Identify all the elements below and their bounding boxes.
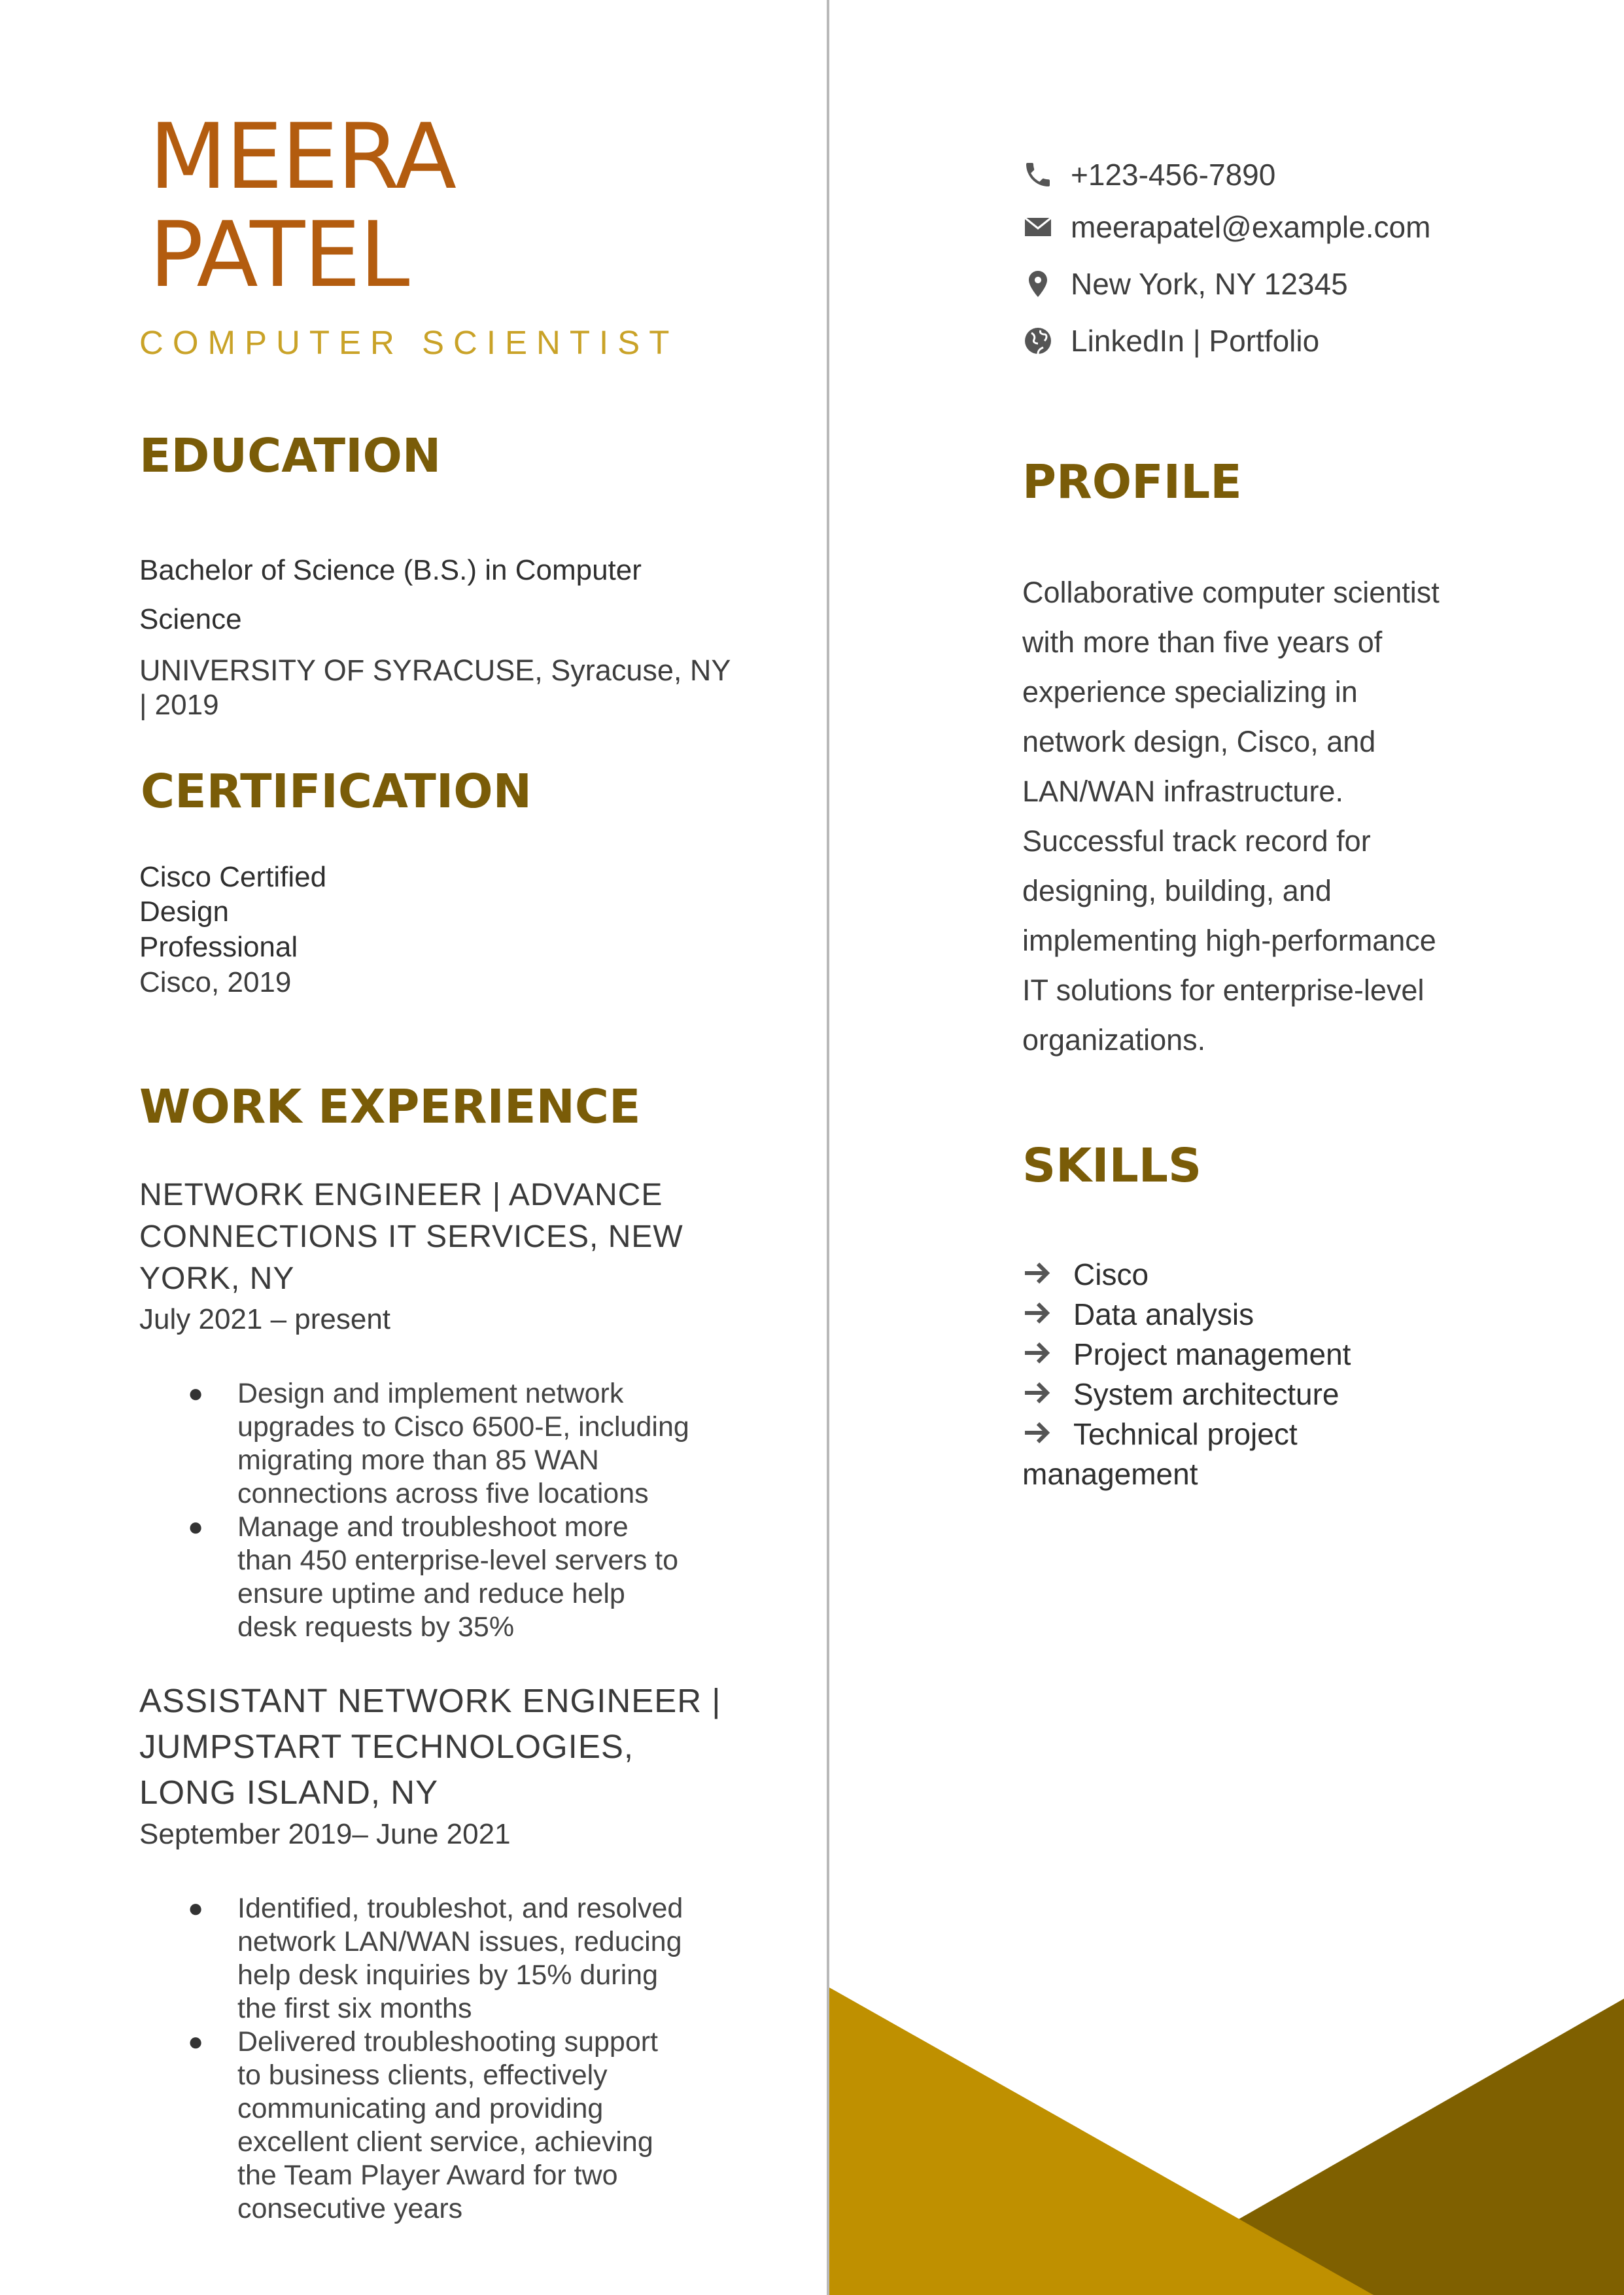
bullet-line: Design and implement network — [237, 1378, 624, 1409]
arrow-right-icon — [1022, 1340, 1054, 1366]
profile-summary — [1022, 568, 1532, 1065]
profile-heading: PROFILE — [1022, 455, 1242, 509]
gold-overlap — [829, 1988, 1373, 2295]
links-text[interactable]: LinkedIn | Portfolio — [1071, 324, 1320, 358]
last-name: PATEL — [149, 202, 409, 307]
bullet-line: ensure uptime and reduce help — [237, 1578, 625, 1609]
job-title-line: YORK, NY — [139, 1261, 295, 1296]
job-title-line: NETWORK ENGINEER | ADVANCE — [139, 1178, 663, 1212]
work-experience-heading: WORK EXPERIENCE — [139, 1079, 641, 1134]
bullet-line: connections across five locations — [237, 1478, 649, 1509]
contact-phone — [1022, 157, 1275, 192]
school-line: UNIVERSITY OF SYRACUSE, Syracuse, NY — [139, 654, 731, 687]
job-title-block — [139, 1678, 721, 1815]
job-bullets — [188, 1377, 689, 1644]
bullet-item — [188, 1377, 689, 1511]
bullet-line: communicating and providing — [237, 2093, 604, 2124]
arrow-right-icon — [1022, 1420, 1054, 1446]
job-title-block — [139, 1174, 683, 1300]
dark-gold-triangle — [1230, 1999, 1624, 2295]
skills-list — [1022, 1255, 1480, 1494]
mail-icon — [1022, 211, 1054, 243]
profile-line: with more than five years of — [1022, 625, 1383, 659]
job-bullets — [188, 1892, 683, 2226]
skill-item — [1022, 1295, 1480, 1335]
job-title-line: JUMPSTART TECHNOLOGIES, — [139, 1728, 634, 1765]
profile-line: experience specializing in — [1022, 675, 1358, 709]
skill-text: Data analysis — [1073, 1297, 1254, 1331]
job-dates: July 2021 – present — [139, 1303, 391, 1335]
cert-name-line: Design — [139, 896, 229, 928]
skill-item — [1022, 1414, 1389, 1494]
bullet-line: the first six months — [237, 1993, 472, 2024]
bullet-dot-icon: ● — [188, 2027, 204, 2056]
bullet-line: to business clients, effectively — [237, 2059, 608, 2091]
bullet-item — [188, 1892, 683, 2025]
profile-line: network design, Cisco, and — [1022, 725, 1376, 758]
profile-line: organizations. — [1022, 1023, 1206, 1057]
skills-heading: SKILLS — [1022, 1138, 1202, 1193]
bullet-line: than 450 enterprise-level servers to — [237, 1545, 679, 1576]
phone-icon — [1022, 159, 1054, 190]
profile-line: designing, building, and — [1022, 874, 1332, 907]
bullet-line: consecutive years — [237, 2193, 463, 2224]
bullet-line: Manage and troubleshoot more — [237, 1511, 629, 1543]
profile-line: IT solutions for enterprise-level — [1022, 973, 1425, 1007]
job-title-line: ASSISTANT NETWORK ENGINEER | — [139, 1682, 721, 1719]
gold-triangle — [829, 1988, 1373, 2295]
candidate-name — [149, 104, 456, 307]
skill-text: Technical project management — [1022, 1417, 1298, 1491]
profile-line: LAN/WAN infrastructure. — [1022, 775, 1343, 808]
arrow-right-icon — [1022, 1260, 1054, 1286]
bullet-line: migrating more than 85 WAN — [237, 1445, 599, 1476]
contact-links — [1022, 323, 1319, 359]
cert-name-line: Professional — [139, 931, 298, 963]
bullet-dot-icon: ● — [188, 1894, 204, 1923]
bullet-line: Identified, troubleshot, and resolved — [237, 1893, 683, 1924]
bullet-line: upgrades to Cisco 6500-E, including — [237, 1411, 689, 1443]
email-text[interactable]: meerapatel@example.com — [1071, 210, 1431, 244]
skill-text: Project management — [1073, 1337, 1351, 1371]
bullet-line: network LAN/WAN issues, reducing — [237, 1926, 682, 1957]
skill-item — [1022, 1375, 1480, 1414]
column-divider — [827, 0, 829, 2295]
degree-line: Bachelor of Science (B.S.) in Computer — [139, 554, 642, 586]
bullet-line: help desk inquiries by 15% during — [237, 1959, 659, 1991]
profile-line: implementing high-performance — [1022, 924, 1436, 957]
bullet-dot-icon: ● — [188, 1379, 204, 1408]
bullet-line: Delivered troubleshooting support — [237, 2026, 659, 2058]
globe-icon — [1022, 325, 1054, 357]
job-title-line: CONNECTIONS IT SERVICES, NEW — [139, 1219, 683, 1254]
profile-line: Successful track record for — [1022, 824, 1371, 858]
contact-email — [1022, 209, 1430, 245]
certification-heading: CERTIFICATION — [141, 764, 532, 818]
first-name: MEERA — [149, 104, 456, 209]
skill-item — [1022, 1335, 1480, 1375]
cert-name-line: Cisco Certified — [139, 861, 327, 893]
skill-text: System architecture — [1073, 1377, 1339, 1411]
contact-location — [1022, 266, 1348, 302]
bullet-dot-icon: ● — [188, 1513, 204, 1541]
job-title-line: LONG ISLAND, NY — [139, 1774, 439, 1811]
phone-text: +123-456-7890 — [1071, 158, 1276, 192]
arrow-right-icon — [1022, 1380, 1054, 1406]
cert-issuer: Cisco, 2019 — [139, 966, 292, 998]
bullet-line: the Team Player Award for two — [237, 2160, 618, 2191]
skill-item — [1022, 1255, 1480, 1295]
education-heading: EDUCATION — [139, 429, 441, 483]
location-text: New York, NY 12345 — [1071, 267, 1348, 301]
job-title: COMPUTER SCIENTIST — [139, 324, 679, 361]
profile-line: Collaborative computer scientist — [1022, 576, 1440, 609]
bullet-line: desk requests by 35% — [237, 1611, 515, 1643]
arrow-right-icon — [1022, 1300, 1054, 1326]
location-pin-icon — [1022, 268, 1054, 300]
bullet-item — [188, 1511, 689, 1644]
skill-text: Cisco — [1073, 1257, 1149, 1291]
school-line: | 2019 — [139, 689, 219, 721]
job-dates: September 2019– June 2021 — [139, 1818, 511, 1850]
bullet-line: excellent client service, achieving — [237, 2126, 653, 2158]
bullet-item — [188, 2025, 683, 2226]
degree-line: Science — [139, 603, 242, 635]
